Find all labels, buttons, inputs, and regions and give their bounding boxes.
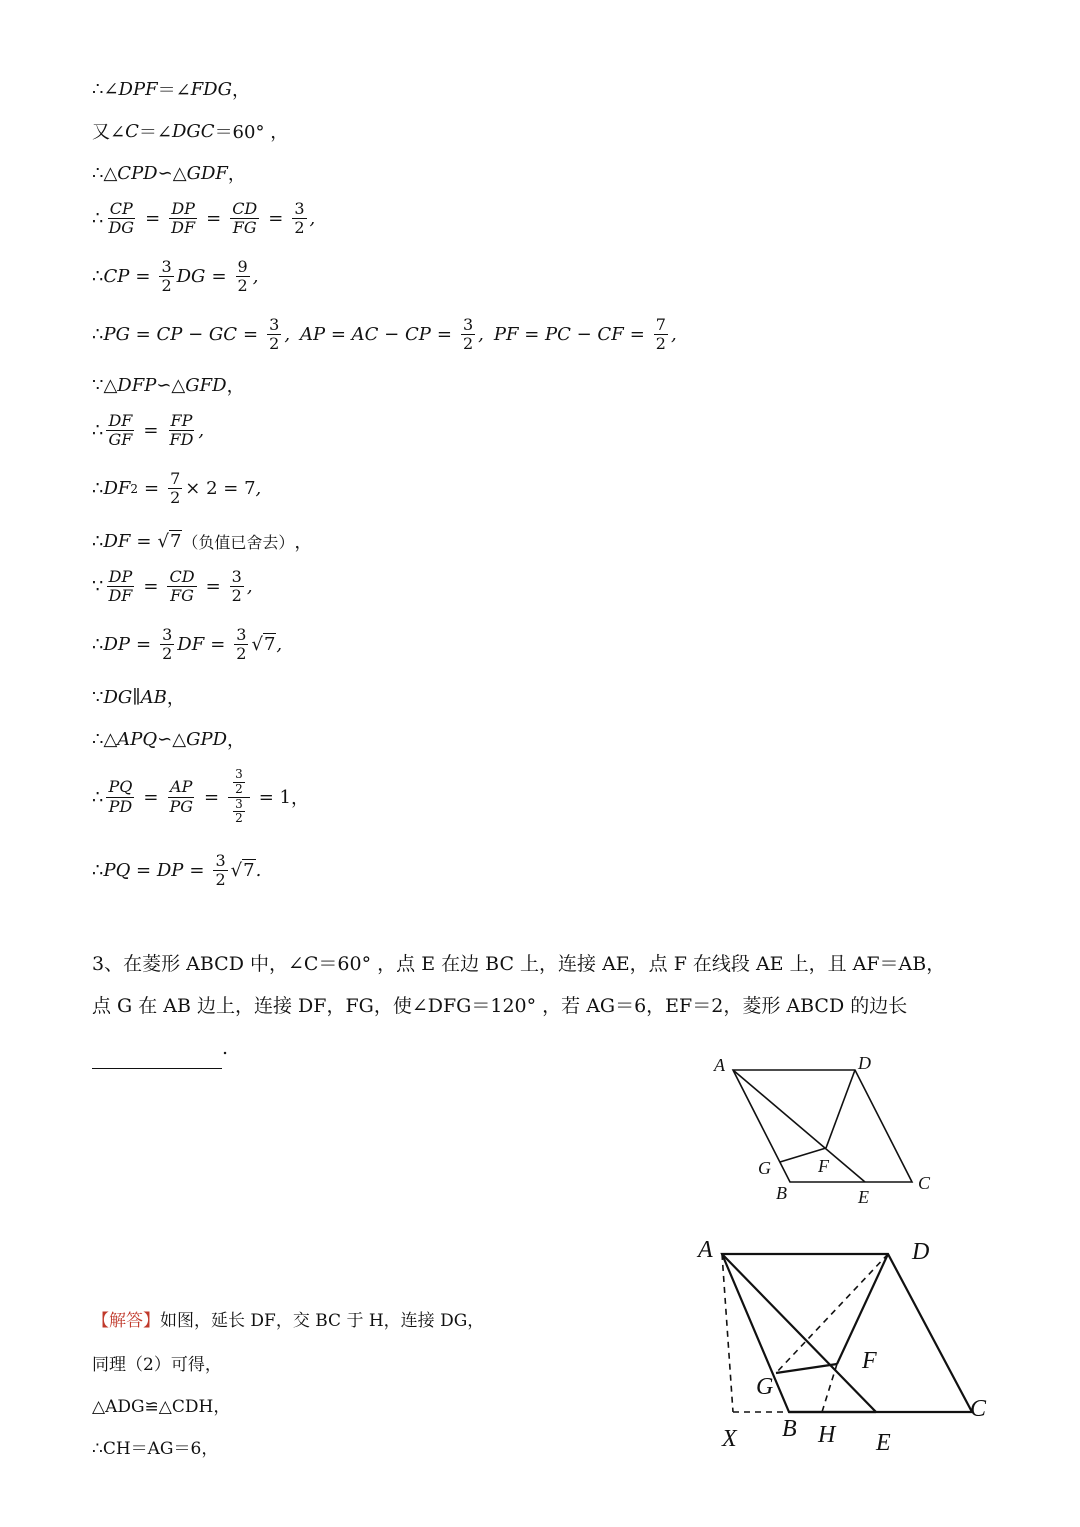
- denominator: PD: [108, 796, 133, 816]
- numerator: AP: [170, 777, 193, 797]
- numerator: 3: [236, 625, 247, 644]
- numerator: 3: [269, 315, 280, 334]
- label-C: C: [970, 1396, 987, 1422]
- label-B: B: [782, 1416, 797, 1442]
- step-text: CPD: [117, 162, 158, 184]
- label-D: D: [912, 1239, 930, 1265]
- problem-line-1: 3、在菱形 ABCD 中，∠C＝60° ，点 E 在边 BC 上，连接 AE，点 F 在线段 AE 上，且 AF＝AB，: [92, 953, 946, 975]
- fraction: [234, 626, 248, 664]
- numerator: 3: [162, 625, 173, 644]
- answer-blank[interactable]: [92, 1046, 222, 1069]
- step-text: GFD: [185, 374, 227, 396]
- step-text: ∽△: [157, 728, 187, 750]
- comma: ,: [252, 266, 259, 288]
- radicand: 7: [169, 530, 182, 552]
- step-text: ＝60° ，: [214, 122, 289, 143]
- step-10: [92, 528, 312, 554]
- label-C: C: [918, 1173, 931, 1193]
- fraction: [106, 200, 136, 238]
- denominator: FD: [169, 430, 194, 450]
- numerator: DF: [108, 411, 133, 430]
- step-text: ∴△: [92, 162, 118, 184]
- comma: ,: [309, 208, 316, 230]
- numerator: 3: [462, 315, 474, 334]
- label-X: X: [722, 1426, 737, 1452]
- denominator: 2: [170, 488, 181, 508]
- note: （负值已舍去）: [182, 532, 295, 552]
- fraction: [106, 568, 134, 606]
- step-15: [92, 768, 309, 826]
- step-5: [92, 258, 258, 296]
- label-F: F: [818, 1156, 829, 1176]
- therefore-symbol: ∴: [92, 786, 104, 808]
- denominator: DF: [108, 586, 133, 606]
- expression: PF = PC − CF: [493, 324, 624, 346]
- label-G: G: [758, 1158, 771, 1178]
- square-root: [231, 860, 256, 881]
- exponent: 2: [130, 481, 139, 496]
- because-symbol: ∵: [92, 576, 104, 598]
- step-text: APQ: [117, 728, 158, 750]
- numerator: 3: [294, 199, 305, 218]
- comma: ,: [255, 478, 262, 500]
- lhs: DF: [103, 530, 131, 552]
- numerator: FP: [170, 411, 193, 430]
- expression: AP = AC − CP: [300, 324, 431, 346]
- step-4: [92, 200, 315, 238]
- numerator: CP: [109, 199, 133, 218]
- equals: =: [629, 324, 645, 346]
- step-text: ∽△: [156, 374, 186, 396]
- solution-line-2: 同理（2）可得，: [92, 1355, 222, 1375]
- step-text: ＝∠: [138, 122, 172, 143]
- step-9: [92, 470, 261, 508]
- step-text: ∵△: [92, 374, 118, 396]
- step-text: DFP: [117, 374, 157, 396]
- period: .: [222, 1037, 229, 1059]
- step-12: [92, 626, 282, 664]
- step-13: [92, 684, 185, 710]
- step-6: [92, 316, 677, 354]
- fraction: [167, 778, 195, 816]
- expression: × 2 = 7: [185, 478, 256, 500]
- step-16: [92, 852, 261, 890]
- equals: =: [189, 860, 205, 882]
- figure-2-rhombus: [690, 1230, 1010, 1460]
- denominator: 2: [215, 870, 226, 890]
- therefore-symbol: ∴: [92, 530, 104, 552]
- fraction: [169, 200, 197, 238]
- equals: =: [143, 420, 159, 442]
- step-text: C: [125, 120, 139, 142]
- comma: ,: [284, 324, 291, 346]
- fraction: [236, 258, 250, 296]
- step-3: [92, 160, 246, 186]
- equals: =: [144, 478, 160, 500]
- denominator: 2: [231, 586, 242, 606]
- denominator: 2: [462, 334, 474, 354]
- label-E: E: [876, 1430, 891, 1456]
- compound-fraction: [228, 768, 250, 826]
- step-text: DPF: [118, 78, 158, 100]
- step-text: GPD: [186, 728, 228, 750]
- step-text: DGC: [171, 120, 215, 142]
- step-text: ∽△: [157, 162, 187, 184]
- equals: =: [136, 634, 152, 656]
- equals: =: [210, 634, 226, 656]
- label-G: G: [756, 1374, 774, 1400]
- label-B: B: [776, 1183, 787, 1203]
- step-7: [92, 372, 245, 398]
- step-text: FDG: [190, 78, 232, 100]
- expression: PG = CP − GC: [103, 324, 238, 346]
- numerator: 7: [170, 469, 181, 488]
- root-sign: √: [251, 634, 263, 656]
- lhs: DP: [103, 634, 130, 656]
- lhs: PQ = DP: [103, 860, 184, 882]
- fraction: [654, 316, 668, 354]
- denominator: FG: [232, 218, 257, 238]
- equals: =: [436, 324, 452, 346]
- denominator: 2: [235, 781, 243, 796]
- solution-line-4: ∴CH＝AG＝6，: [92, 1439, 219, 1459]
- label-F: F: [862, 1348, 877, 1374]
- equals: =: [243, 324, 259, 346]
- problem-text: 点 G 在 AB 边上，连接 DF，FG，使∠DFG＝120° ，若 AG＝6，EF＝2，菱形 ABCD 的边长: [92, 995, 908, 1017]
- step-text: GDF: [186, 162, 228, 184]
- step-text: DG∥AB: [103, 686, 167, 708]
- numerator: [228, 768, 250, 798]
- step-text: ，: [226, 376, 245, 397]
- denominator: DF: [171, 218, 196, 238]
- step-text: 又∠: [92, 122, 126, 143]
- lhs: DF: [103, 478, 131, 500]
- root-sign: √: [230, 860, 243, 882]
- comma: ,: [276, 634, 283, 656]
- equals: =: [206, 208, 222, 230]
- numerator: 3: [161, 257, 172, 276]
- step-11: [92, 568, 253, 606]
- equals: =: [135, 266, 151, 288]
- numerator: 3: [215, 851, 226, 870]
- comma: ,: [478, 324, 484, 346]
- denominator: 2: [235, 811, 243, 826]
- fraction: [267, 316, 281, 354]
- result: = 1: [258, 786, 291, 808]
- fraction: [168, 470, 182, 508]
- fraction: [167, 412, 195, 450]
- square-root: [251, 634, 276, 655]
- period: .: [255, 860, 262, 882]
- denominator: 2: [236, 644, 247, 664]
- denominator: FG: [170, 586, 194, 606]
- step-1: [92, 76, 250, 102]
- label-H: H: [818, 1422, 836, 1448]
- solution-text: 如图，延长 DF，交 BC 于 H，连接 DG，: [160, 1311, 485, 1331]
- solution-tag: 【解答】: [92, 1311, 160, 1331]
- numerator: 9: [237, 257, 248, 276]
- comma: ,: [246, 576, 253, 598]
- therefore-symbol: ∴: [92, 208, 104, 230]
- fraction: [230, 200, 259, 238]
- fraction: [159, 258, 173, 296]
- equals: =: [145, 208, 161, 230]
- equals: =: [268, 208, 284, 230]
- step-2: [92, 118, 288, 144]
- comma: ,: [198, 420, 205, 442]
- root-sign: √: [157, 530, 169, 552]
- radicand: 7: [263, 634, 276, 656]
- equals: =: [211, 266, 227, 288]
- denominator: 2: [655, 334, 666, 354]
- fraction: [213, 852, 227, 890]
- denominator: PG: [169, 796, 193, 816]
- step-text: ，: [227, 164, 246, 185]
- label-E: E: [858, 1187, 869, 1207]
- solution-line-1: [92, 1306, 484, 1331]
- denominator: 2: [161, 276, 172, 296]
- numerator: DP: [108, 567, 133, 586]
- step-text: ∴∠: [92, 78, 119, 100]
- label-D: D: [858, 1053, 871, 1073]
- equals: =: [203, 786, 220, 808]
- step-text: ，: [232, 80, 250, 101]
- numerator: CD: [232, 199, 258, 218]
- fraction: [106, 412, 134, 450]
- square-root: [157, 531, 182, 552]
- fraction: [230, 568, 244, 606]
- numerator: 3: [235, 796, 243, 811]
- therefore-symbol: ∴: [92, 420, 104, 442]
- fraction: [233, 768, 245, 797]
- denominator: [228, 798, 250, 827]
- step-text: ∵: [92, 686, 104, 708]
- solution-line-3: △ADG≌△CDH，: [92, 1397, 231, 1417]
- numerator: CD: [169, 567, 195, 586]
- step-8: [92, 412, 204, 450]
- fraction: [106, 778, 134, 816]
- denominator: 2: [294, 218, 305, 238]
- figure-1-rhombus: [700, 1045, 950, 1215]
- equals: =: [143, 576, 159, 598]
- term: DF: [177, 634, 205, 656]
- fraction: [233, 798, 245, 827]
- numerator: DP: [171, 199, 195, 218]
- equals: =: [143, 786, 159, 808]
- step-text: ＝∠: [157, 80, 191, 101]
- denominator: 2: [269, 334, 280, 354]
- numerator: 7: [655, 315, 666, 334]
- radicand: 7: [243, 860, 255, 882]
- comma: ，: [294, 532, 313, 553]
- fraction: [160, 626, 174, 664]
- step-14: [92, 726, 245, 752]
- label-A: A: [698, 1237, 713, 1263]
- therefore-symbol: ∴: [92, 478, 104, 500]
- therefore-symbol: ∴: [92, 266, 104, 288]
- numerator: 3: [235, 767, 243, 781]
- fraction: [292, 200, 306, 238]
- step-text: ，: [227, 730, 246, 751]
- therefore-symbol: ∴: [92, 634, 104, 656]
- fraction: [167, 568, 196, 606]
- step-text: ∴△: [92, 728, 118, 750]
- lhs: CP: [103, 266, 130, 288]
- fraction: [461, 316, 475, 354]
- step-text: ，: [166, 688, 185, 709]
- term: DG: [176, 266, 206, 288]
- comma: ,: [670, 324, 677, 346]
- comma: ，: [290, 788, 309, 810]
- therefore-symbol: ∴: [92, 324, 104, 346]
- denominator: DG: [108, 218, 135, 238]
- denominator: 2: [162, 644, 173, 664]
- therefore-symbol: ∴: [92, 860, 104, 882]
- denominator: GF: [108, 430, 133, 450]
- numerator: PQ: [108, 777, 133, 797]
- equals: =: [136, 530, 152, 552]
- equals: =: [205, 576, 221, 598]
- denominator: 2: [237, 276, 248, 296]
- numerator: 3: [231, 567, 242, 586]
- label-A: A: [714, 1055, 725, 1075]
